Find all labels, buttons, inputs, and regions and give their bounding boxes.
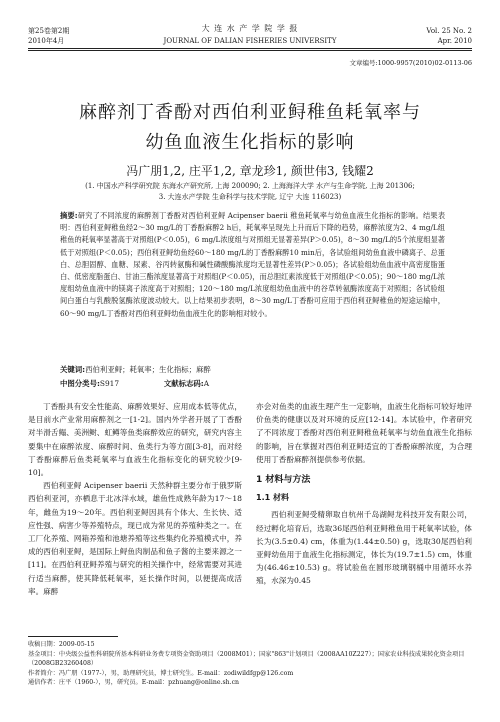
doc-code-label: 文献标志码: [163, 379, 204, 388]
body-paragraph: 丁香酚具有安全性能高、麻醉效果好、应用成本低等优点，是目前水产业常用麻醉剂之一[1-2]。国内外学者开展了丁香酚对半滑舌鳎、美洲鲥、虹鳟等鱼类麻醉效应的研究，研究内容主要集中在麻醉浓度、麻醉时间、鱼类行为等方面[3-8]，而对经丁香酚麻醉后鱼类耗氧率与血液生化指标变化的研究较少[9-10]。 [28, 402, 242, 478]
journal-name-en: JOURNAL OF DALIAN FISHERIES UNIVERSITY [163, 37, 337, 45]
volume-issue-en: Vol. 25 No. 2 [426, 27, 472, 35]
footnotes [28, 640, 472, 688]
clc-text: S917 [99, 379, 120, 388]
doc-code-text: A [203, 379, 210, 388]
title-line-1: 麻醉剂丁香酚对西伯利亚鲟稚鱼耗氧率与 [79, 102, 421, 123]
body-paragraph: 亦会对鱼类的血液生理产生一定影响，血液生化指标可较好地评价鱼类的健康以及对环境的反应[12-14]。本试验中，作者研究了不同浓度丁香酚对西伯利亚鲟稚鱼耗氧率与幼鱼血液生化指标的影响，旨在掌握对西伯利亚鲟适宜的丁香酚麻醉浓度，为合理使用丁香酚麻醉剂提供参考依据。 [256, 402, 472, 464]
date-cn: 2010年4月 [28, 37, 65, 45]
body-paragraph: 西伯利亚鲟受精卵取自杭州千岛湖鲟龙科技开发有限公司，经过孵化培育后，选取36尾西伯利亚鲟稚鱼用于耗氧率试验，体长为(3.5±0.4) cm，体重为(1.44±0.50) g，选取30尾西伯利亚鲟幼鱼用于血液生化指标测定，体长为(19.7±1.5) cm，体重为(46.46±10.53) g。将试验鱼在圆形玻璃钢桶中用循环水养殖，水深为0.45 [256, 510, 472, 586]
footnote-funding: 基金项目：中央级公益性科研院所基本科研业务费专项资金资助项目（2008M01）；国家"863"计划项目（2008AA10Z227）；国家农业科技成果转化资金项目（2008GB23260408） [28, 650, 465, 668]
body-left-column [28, 400, 242, 598]
body-right-column [256, 400, 472, 588]
header-rule [28, 48, 472, 49]
volume-issue-cn: 第25卷第2期 [28, 27, 70, 35]
subsection-heading: 1.1 材料 [256, 493, 289, 503]
footnote-received: 收稿日期：2009-05-15 [28, 641, 95, 648]
affiliation-line-2: 3. 大连水产学院 生命科学与技术学院, 辽宁 大连 116023) [158, 193, 342, 201]
title-line-2: 幼鱼血液生化指标的影响 [145, 132, 355, 153]
section-heading: 1 材料与方法 [256, 475, 311, 486]
header-rule-thin [28, 50, 472, 51]
classification [60, 377, 445, 390]
keywords-text: 西伯利亚鲟；耗氧率；生化指标；麻醉 [85, 365, 211, 374]
date-en: Apr. 2010 [437, 37, 472, 45]
abstract-label: 摘要: [60, 211, 78, 220]
article-number: 文章编号:1000-9957(2010)02-0113-06 [349, 59, 472, 67]
affiliation-line-1: (1. 中国水产科学研究院 东海水产研究所, 上海 200090; 2. 上海海洋大学 水产与生命学院, 上海 201306; [85, 182, 415, 190]
keywords [60, 363, 445, 376]
keywords-label: 关键词: [60, 365, 86, 374]
abstract-text: 研究了不同浓度的麻醉剂丁香酚对西伯利亚鲟 Acipenser baerii 稚鱼耗氧率与幼鱼血液生化指标的影响。结果表明：西伯利亚鲟稚鱼经2～30 mg/L的丁香酚麻醉2 h后，耗氧率呈现先上升而后下降的趋势，麻醉浓度为2、4 mg/L组稚鱼的耗氧率显著高于对照组(P＜0.05)，6 mg/L浓度组与对照组无显著差异(P＞0.05)，8～30 mg/L的5个浓度组显著低于对照组(P＜0.05)；西伯利亚鲟幼鱼经60～180 mg/L的丁香酚麻醉10 min后，各试验组间幼鱼血液中磷离子、总蛋白、总胆固醇、血糖、尿素、谷丙转氨酶和碱性磷酸酶浓度均无显著性差异(P＞0.05)；各试验组幼鱼血液中高密度脂蛋白、低密度脂蛋白、甘油三酯浓度显著高于对照组(P＜0.05)，而总胆红素浓度低于对照组(P＜0.05)；90～180 mg/L浓度组幼鱼血液中的镁离子浓度高于对照组；120～180 mg/L浓度组幼鱼血液中的谷草转氨酶浓度高于对照组；各试验组间白蛋白与乳酸脱氢酶浓度波动较大。以上结果初步表明，8～30 mg/L丁香酚可应用于西伯利亚鲟稚鱼的短途运输中，60～90 mg/L丁香酚对西伯利亚鲟幼鱼血液生化的影响相对较小。 [60, 211, 446, 318]
authors: 冯广朋1,2, 庄平1,2, 章龙珍1, 颜世伟3, 钱耀2 [126, 164, 374, 178]
journal-name-cn: 大 连 水 产 学 院 学 报 [201, 24, 299, 33]
body-paragraph: 西伯利亚鲟 Acipenser baerii 天然种群主要分布于俄罗斯西伯利亚河，亦栖息于北冰洋水域，雄鱼性成熟年龄为17～18年，雌鱼为19～20年。西伯利亚鲟因具有个体大、生长快、适应性强、病害少等养殖特点，现已成为常见的养殖种类之一。在工厂化养殖、网箱养殖和池塘养殖等这些集约化养殖模式中，养成的西伯利亚鲟，是国际上鲟鱼肉制品和鱼子酱的主要来源之一[11]。在西伯利亚鲟养殖与研究的相关操作中，经常需要对其进行适当麻醉，使其降低耗氧率，延长操作时间，以便提高成活率。麻醉 [28, 481, 242, 596]
footnote-author: 作者简介：冯广朋（1977-），男，助理研究员，博士研究生。E-mail：zodiwildfgp@126.com [28, 669, 294, 677]
footnote-rule [28, 636, 118, 637]
abstract [60, 210, 445, 320]
footnote-corresponding: 通信作者：庄平（1960-），男，研究员。E-mail：pzhuang@online.sh.cn [28, 679, 240, 687]
clc-label: 中图分类号: [60, 379, 100, 388]
